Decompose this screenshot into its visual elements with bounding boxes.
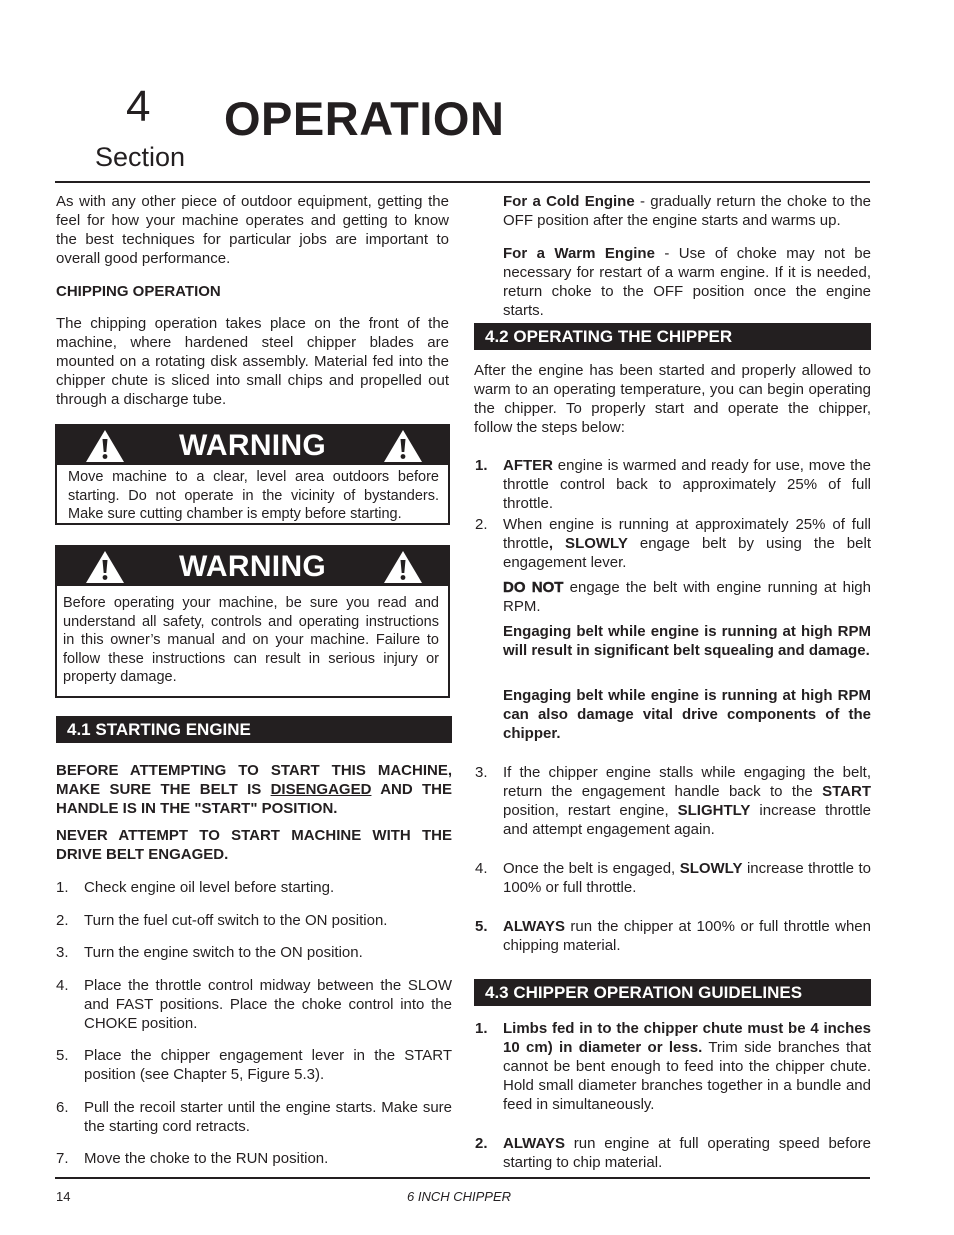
cold-engine-note: For a Cold Engine - gradually return the choke to the OFF position after the engine starts and warms up. xyxy=(503,193,871,229)
warning-triangle-icon xyxy=(383,550,423,584)
warm-engine-note: For a Warm Engine - Use of choke may not be necessary for restart of a warm engine. If it is needed, return choke to the OFF position once the engine starts. xyxy=(503,245,871,319)
warning-box-2 xyxy=(55,545,450,698)
warning-text: Move machine to a clear, level area outdoors before starting. Do not operate in the vicinity of bystanders. Make sure cutting chamber is empty before starting. xyxy=(68,469,439,522)
section-4-3-heading: 4.3 CHIPPER OPERATION GUIDELINES xyxy=(474,979,871,1006)
warning-title: WARNING xyxy=(178,550,327,583)
warning-text: Before operating your machine, be sure you read and understand all safety, controls and operating instructions in this owner’s manual and on your machine. Failure to follow these instructions can result in serious injury or property damage. xyxy=(63,595,439,685)
header-rule xyxy=(55,181,870,183)
section-number: 4 xyxy=(126,82,151,131)
section-4-1-heading: 4.1 STARTING ENGINE xyxy=(56,716,452,743)
intro-paragraph: As with any other piece of outdoor equipment, getting the feel for how your machine operates and getting to know the best techniques for particular jobs are important to overall good performance. xyxy=(56,193,449,267)
warning-bar xyxy=(57,547,448,586)
do-not-note: DO NOT engage the belt with engine running at high RPM. xyxy=(503,579,871,615)
section-4-2-intro: After the engine has been started and properly allowed to warm to an operating temperature, you can begin operating the chipper. To properly start and operate the chipper, follow the steps below: xyxy=(474,362,871,436)
belt-warning-a: Engaging belt while engine is running at high RPM will result in significant belt squealing and damage. xyxy=(503,623,871,659)
footer-rule xyxy=(55,1177,870,1179)
warning-bar xyxy=(57,426,448,465)
belt-warning-b: Engaging belt while engine is running at high RPM can also damage vital drive components of the chipper. xyxy=(503,687,871,742)
chipping-heading: CHIPPING OPERATION xyxy=(56,283,221,300)
page-title: OPERATION xyxy=(224,92,505,145)
section-4-2-heading: 4.2 OPERATING THE CHIPPER xyxy=(474,323,871,350)
chipping-paragraph: The chipping operation takes place on the front of the machine, where hardened steel chipper blades are mounted on a rotating disk assembly. Material fed into the chipper chute is sliced into small chips and propelled out through a discharge tube. xyxy=(56,315,449,408)
document-title: 6 INCH CHIPPER xyxy=(407,1189,512,1204)
warning-title: WARNING xyxy=(178,429,327,462)
page-number: 14 xyxy=(56,1189,71,1204)
warning-box-1 xyxy=(55,424,450,525)
warning-triangle-icon xyxy=(383,429,423,463)
caution-belt-disengaged: BEFORE ATTEMPTING TO START THIS MACHINE, MAKE SURE THE BELT IS DISENGAGED AND THE HANDLE IS IN THE "START" POSITION. xyxy=(56,762,453,817)
caution-belt-engaged: NEVER ATTEMPT TO START MACHINE WITH THE DRIVE BELT ENGAGED. xyxy=(56,827,452,863)
section-label: Section xyxy=(95,142,186,172)
